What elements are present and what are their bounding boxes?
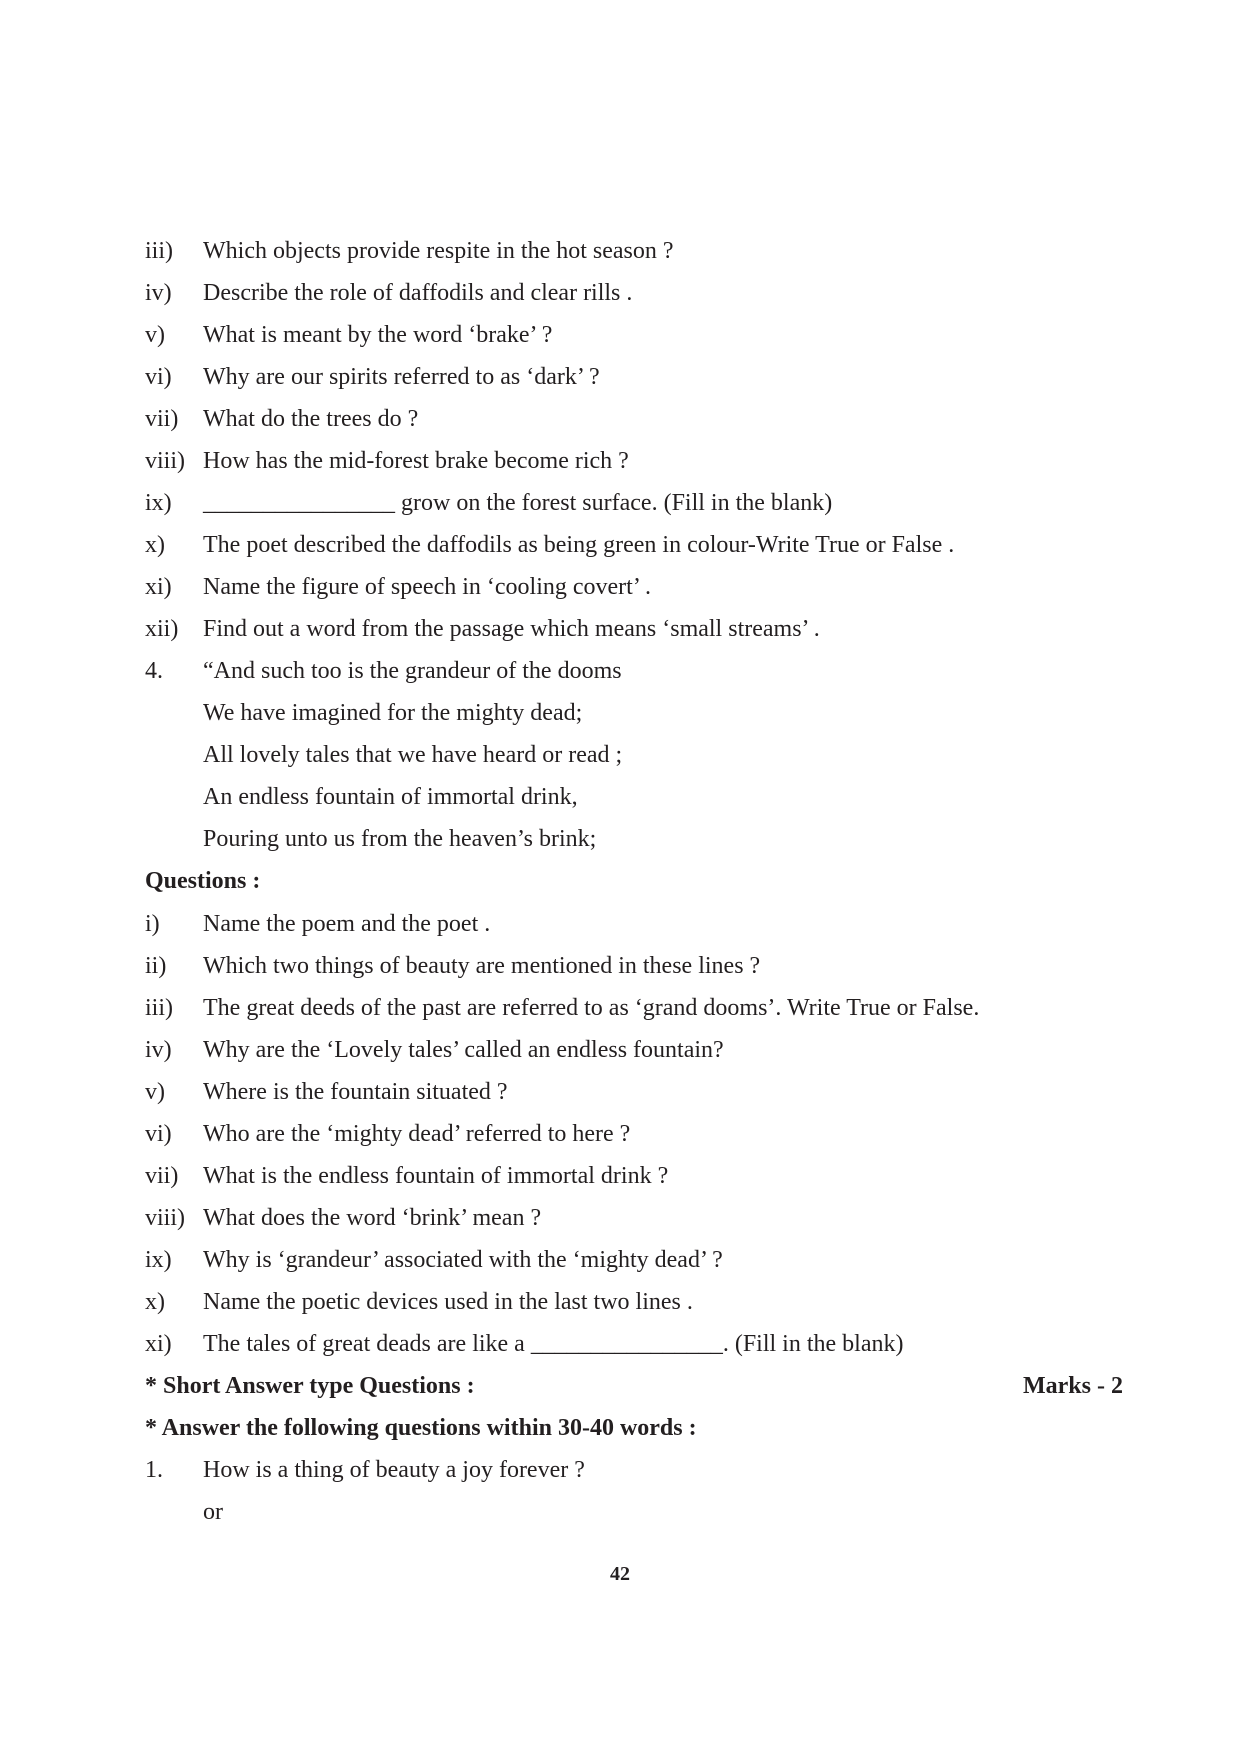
question-line bbox=[145, 1323, 1145, 1365]
question-text: Why is ‘grandeur’ associated with the ‘mighty dead’ ? bbox=[203, 1247, 723, 1273]
question-line bbox=[145, 398, 1145, 440]
question-line bbox=[145, 524, 1145, 566]
question-line bbox=[145, 440, 1145, 482]
question-text: How has the mid-forest brake become rich ? bbox=[203, 448, 629, 474]
question-text: The poet described the daffodils as being green in colour-Write True or False . bbox=[203, 532, 955, 558]
question-text: Where is the fountain situated ? bbox=[203, 1079, 508, 1105]
question-text: What is the endless fountain of immortal drink ? bbox=[203, 1163, 669, 1189]
question-line bbox=[145, 1239, 1145, 1281]
question-text: Name the poem and the poet . bbox=[203, 911, 491, 937]
question-number: ix) bbox=[145, 1247, 172, 1273]
verse-line: An endless fountain of immortal drink, bbox=[203, 784, 578, 810]
short-answer-heading: * Short Answer type Questions : bbox=[145, 1373, 475, 1399]
or-line bbox=[145, 1491, 1145, 1533]
question-line bbox=[145, 1113, 1145, 1155]
questions-heading: Questions : bbox=[145, 868, 261, 894]
question-line bbox=[145, 1071, 1145, 1113]
answer-instruction: * Answer the following questions within 30-40 words : bbox=[145, 1415, 697, 1441]
verse-line: “And such too is the grandeur of the dooms bbox=[203, 658, 622, 684]
question-number: viii) bbox=[145, 448, 185, 474]
verse-line: All lovely tales that we have heard or read ; bbox=[203, 742, 623, 768]
question-text: The tales of great deads are like a ________________. (Fill in the blank) bbox=[203, 1331, 904, 1357]
question-text: ________________ grow on the forest surface. (Fill in the blank) bbox=[203, 490, 833, 516]
question-number: 1. bbox=[145, 1457, 163, 1483]
passage-line bbox=[145, 692, 1145, 734]
or-text: or bbox=[203, 1499, 223, 1525]
question-line bbox=[145, 1449, 1145, 1491]
question-text: Why are our spirits referred to as ‘dark’ ? bbox=[203, 364, 600, 390]
question-number: xi) bbox=[145, 574, 172, 600]
question-line bbox=[145, 482, 1145, 524]
question-number: i) bbox=[145, 911, 160, 937]
question-line bbox=[145, 1197, 1145, 1239]
question-line bbox=[145, 314, 1145, 356]
question-line bbox=[145, 903, 1145, 945]
question-number: xii) bbox=[145, 616, 179, 642]
question-number: iii) bbox=[145, 238, 173, 264]
question-text: Which two things of beauty are mentioned in these lines ? bbox=[203, 953, 761, 979]
question-line bbox=[145, 608, 1145, 650]
question-line bbox=[145, 272, 1145, 314]
question-text: Describe the role of daffodils and clear rills . bbox=[203, 280, 633, 306]
question-text: Why are the ‘Lovely tales’ called an endless fountain? bbox=[203, 1037, 724, 1063]
question-number: iii) bbox=[145, 995, 173, 1021]
question-text: What do the trees do ? bbox=[203, 406, 419, 432]
question-line bbox=[145, 230, 1145, 272]
question-line bbox=[145, 987, 1145, 1029]
question-number: vii) bbox=[145, 1163, 179, 1189]
question-number: x) bbox=[145, 1289, 165, 1315]
passage-line bbox=[145, 818, 1145, 860]
question-text: Who are the ‘mighty dead’ referred to here ? bbox=[203, 1121, 631, 1147]
question-line bbox=[145, 1029, 1145, 1071]
question-text: Which objects provide respite in the hot season ? bbox=[203, 238, 674, 264]
question-text: How is a thing of beauty a joy forever ? bbox=[203, 1457, 585, 1483]
question-number: iv) bbox=[145, 1037, 172, 1063]
passage-line bbox=[145, 776, 1145, 818]
question-number: vi) bbox=[145, 1121, 172, 1147]
question-line bbox=[145, 1155, 1145, 1197]
instruction-line bbox=[145, 1407, 1145, 1449]
verse-line: We have imagined for the mighty dead; bbox=[203, 700, 583, 726]
question-number: x) bbox=[145, 532, 165, 558]
question-line bbox=[145, 356, 1145, 398]
question-text: What does the word ‘brink’ mean ? bbox=[203, 1205, 542, 1231]
question-number: ix) bbox=[145, 490, 172, 516]
question-number: vii) bbox=[145, 406, 179, 432]
question-line bbox=[145, 566, 1145, 608]
question-text: The great deeds of the past are referred to as ‘grand dooms’. Write True or False. bbox=[203, 995, 980, 1021]
question-number: iv) bbox=[145, 280, 172, 306]
passage-line bbox=[145, 734, 1145, 776]
question-number: vi) bbox=[145, 364, 172, 390]
question-text: Name the poetic devices used in the last two lines . bbox=[203, 1289, 693, 1315]
question-text: What is meant by the word ‘brake’ ? bbox=[203, 322, 553, 348]
short-answer-heading-line bbox=[145, 1365, 1145, 1407]
question-text: Find out a word from the passage which means ‘small streams’ . bbox=[203, 616, 820, 642]
question-line bbox=[145, 1281, 1145, 1323]
verse-line: Pouring unto us from the heaven’s brink; bbox=[203, 826, 597, 852]
marks-label: Marks - 2 bbox=[1023, 1373, 1123, 1399]
passage-number: 4. bbox=[145, 658, 163, 684]
question-number: xi) bbox=[145, 1331, 172, 1357]
question-number: viii) bbox=[145, 1205, 185, 1231]
question-text: Name the figure of speech in ‘cooling covert’ . bbox=[203, 574, 652, 600]
question-line bbox=[145, 945, 1145, 987]
question-number: ii) bbox=[145, 953, 167, 979]
question-number: v) bbox=[145, 322, 165, 348]
page-number: 42 bbox=[610, 1563, 630, 1585]
question-number: v) bbox=[145, 1079, 165, 1105]
questions-heading-line bbox=[145, 860, 1145, 902]
passage-line bbox=[145, 650, 1145, 692]
